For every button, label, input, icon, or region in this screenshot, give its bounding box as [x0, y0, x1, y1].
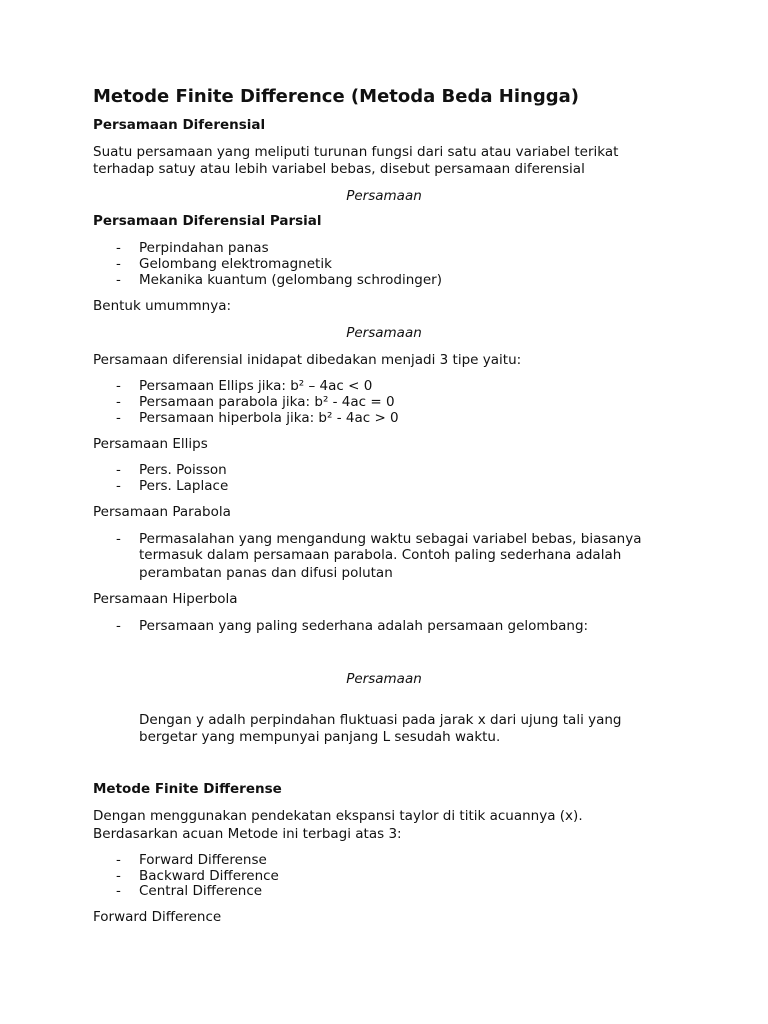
list-item	[116, 618, 588, 634]
bullet-dash: -	[116, 272, 121, 288]
bullet-dash: -	[116, 256, 121, 272]
list-item-label: Persamaan parabola jika: b² - 4ac = 0	[139, 394, 395, 410]
equation-placeholder: Persamaan	[346, 671, 422, 687]
list-item	[116, 478, 228, 494]
list-item-label: Mekanika kuantum (gelombang schrodinger)	[139, 272, 442, 288]
paragraph-line: terhadap satuy atau lebih variabel bebas, disebut persamaan diferensial	[93, 161, 585, 177]
list-item-label: Backward Difference	[139, 868, 279, 884]
paragraph-line: Suatu persamaan yang meliputi turunan fungsi dari satu atau variabel terikat	[93, 144, 619, 160]
list-item-label: Permasalahan yang mengandung waktu sebagai variabel bebas, biasanya	[139, 531, 642, 547]
list-item-label: Forward Differense	[139, 852, 267, 868]
paragraph-line: Persamaan diferensial inidapat dibedakan menjadi 3 tipe yaitu:	[93, 352, 522, 368]
paragraph-line: Bentuk umummnya:	[93, 298, 232, 314]
bullet-dash: -	[116, 240, 121, 256]
bullet-dash: -	[116, 410, 121, 426]
bullet-dash: -	[116, 394, 121, 410]
bullet-dash: -	[116, 618, 121, 634]
heading-metode-finite-differense: Metode Finite Differense	[93, 781, 282, 797]
paragraph-line: Persamaan Ellips	[93, 436, 208, 452]
heading-persamaan-diferensial: Persamaan Diferensial	[93, 117, 266, 133]
bullet-dash: -	[116, 868, 121, 884]
bullet-dash: -	[116, 462, 121, 478]
paragraph-line: Persamaan Hiperbola	[93, 591, 238, 607]
bullet-dash: -	[116, 378, 121, 394]
paragraph-line: Dengan menggunakan pendekatan ekspansi taylor di titik acuannya (x).	[93, 808, 583, 824]
list-item-label: Pers. Poisson	[139, 462, 227, 478]
list-item	[116, 394, 395, 410]
heading-pdp: Persamaan Diferensial Parsial	[93, 213, 322, 229]
list-item	[116, 256, 332, 272]
list-item	[116, 531, 641, 547]
list-item	[116, 868, 279, 884]
list-item	[116, 378, 372, 394]
paragraph-line: Berdasarkan acuan Metode ini terbagi atas 3:	[93, 826, 402, 842]
list-item-label: Persamaan yang paling sederhana adalah persamaan gelombang:	[139, 618, 589, 634]
paragraph-line: Forward Difference	[93, 909, 222, 925]
bullet-dash: -	[116, 883, 121, 899]
list-item-label: Persamaan hiperbola jika: b² - 4ac > 0	[139, 410, 399, 426]
list-item	[116, 410, 399, 426]
list-item	[116, 852, 267, 868]
page-title: Metode Finite Difference (Metoda Beda Hingga)	[93, 86, 579, 107]
list-item	[116, 462, 227, 478]
bullet-dash: -	[116, 478, 121, 494]
paragraph-line: Persamaan Parabola	[93, 504, 231, 520]
list-item	[116, 240, 269, 256]
list-item-continuation: perambatan panas dan difusi polutan	[139, 565, 393, 581]
list-item	[116, 883, 262, 899]
bullet-dash: -	[116, 852, 121, 868]
list-item-label: Perpindahan panas	[139, 240, 269, 256]
list-item-continuation: termasuk dalam persamaan parabola. Contoh paling sederhana adalah	[139, 547, 622, 563]
list-item-label: Persamaan Ellips jika: b² – 4ac < 0	[139, 378, 373, 394]
list-item-label: Pers. Laplace	[139, 478, 229, 494]
paragraph-line: bergetar yang mempunyai panjang L sesudah waktu.	[139, 729, 501, 745]
bullet-dash: -	[116, 531, 121, 547]
equation-placeholder: Persamaan	[346, 325, 422, 341]
list-item-label: Gelombang elektromagnetik	[139, 256, 332, 272]
equation-placeholder: Persamaan	[346, 188, 422, 204]
list-item-label: Central Difference	[139, 883, 263, 899]
paragraph-line: Dengan y adalh perpindahan fluktuasi pada jarak x dari ujung tali yang	[139, 712, 622, 728]
list-item	[116, 272, 442, 288]
